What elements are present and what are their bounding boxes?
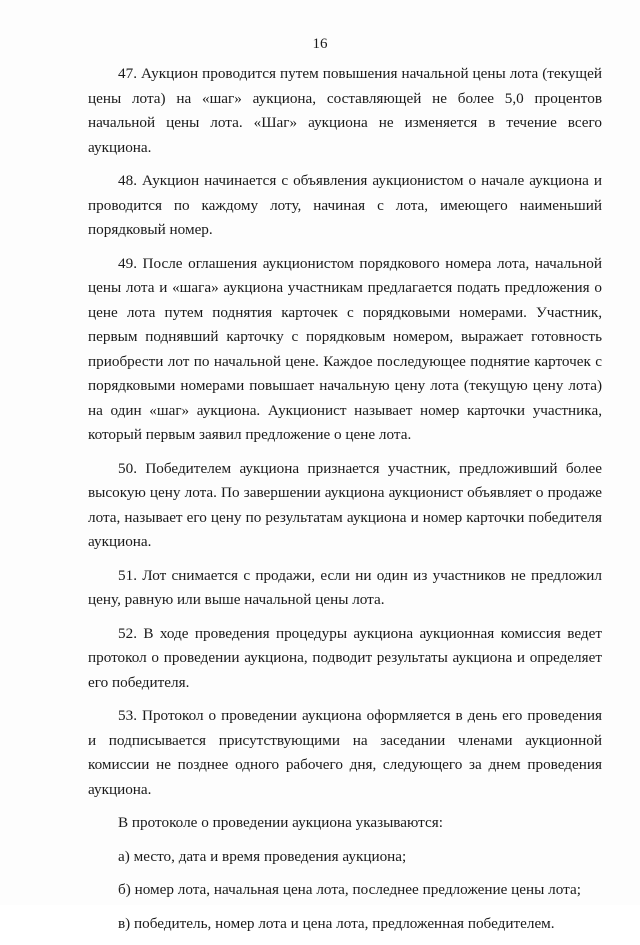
paragraph-52: 52. В ходе проведения процедуры аукциона аукционная комиссия ведет протокол о проведении аукциона, подводит результаты аукциона и определяет его победителя.	[88, 624, 602, 691]
list-intro: В протоколе о проведении аукциона указываются:	[118, 814, 443, 831]
list-item: в) победитель, номер лота и цена лота, предложенная победителем.	[118, 914, 555, 932]
document-body	[88, 62, 602, 945]
paragraph-49: 49. После оглашения аукционистом порядкового номера лота, начальной цены лота и «шага» аукциона участникам предлагается подать предложения о цене лота путем поднятия карточек с порядковыми номерами. Участник, первым поднявший карточку с порядковым номером, выражает готовность приобрести лот по начальной цене. Каждое последующее поднятие карточек с порядковыми номерами повышает начальную цену лота (текущую цену лота) на один «шаг» аукциона. Аукционист называет номер карточки участника, который первым заявил предложение о цене лота.	[88, 254, 602, 443]
list-item: б) номер лота, начальная цена лота, последнее предложение цены лота;	[118, 881, 581, 898]
page-number: 16	[312, 36, 328, 52]
paragraph-53: 53. Протокол о проведении аукциона оформляется в день его проведения и подписывается присутствующими на заседании членами аукционной комиссии не позднее одного рабочего дня, следующего за днем проведения аукциона.	[88, 707, 602, 798]
paragraph-51: 51. Лот снимается с продажи, если ни один из участников не предложил цену, равную или выше начальной цены лота.	[88, 566, 602, 608]
list-item: а) место, дата и время проведения аукциона;	[118, 847, 407, 865]
paragraph-48: 48. Аукцион начинается с объявления аукционистом о начале аукциона и проводится по каждому лоту, начиная с лота, имеющего наименьший порядковый номер.	[88, 172, 602, 238]
paragraph-47: 47. Аукцион проводится путем повышения начальной цены лота (текущей цены лота) на «шаг» аукциона, составляющей не более 5,0 процентов начальной цены лота. «Шаг» аукциона не изменяется в течение всего аукциона.	[88, 65, 602, 156]
paragraph-50: 50. Победителем аукциона признается участник, предложивший более высокую цену лота. По завершении аукциона аукционист объявляет о продаже лота, называет его цену по результатам аукциона и номер карточки победителя аукциона.	[88, 459, 602, 550]
